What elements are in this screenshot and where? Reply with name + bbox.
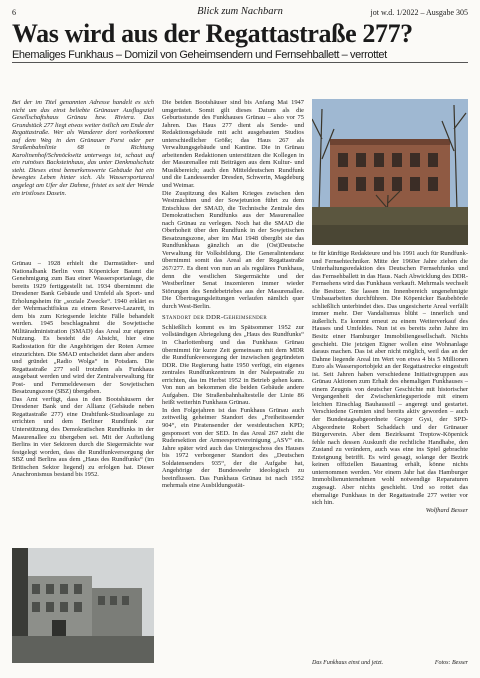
section-subhead: Standort der DDR-Geheimsender (162, 314, 268, 322)
paragraph: Grünau – 1928 erhielt die Darmstädter- und Nationalbank Berlin vom Köpenicker Baumt die Genehmigung zum Bau einer Wassersportanlage, die bereits 1929 fertiggestellt ist. 1934 übernimmt die Dresdener Bank Gebäude und Umfeld als Sport- und Erholungsheim für „soziale Zwecke“. 1940 erklärt es der Wehrmachtfiskus zu einem Reserve-Lazarett, in dem bis zum Kriegsende leichte Fälle behandelt werden. 1945 beschlagnahmt die Sowjetische Militäradministration (SMAD) das Areal zur eigenen Nutzung. Es besteht die Absicht, hier eine Radiostation für die Angehörigen der Roten Armee einzurichten. Die SMAD entscheidet dann aber anders und gründet „Radio Wolga“ in Potsdam. Die Regattastraße 277 soll trotzdem als Funkhaus ausgebaut werden und wird der Zentralverwaltung für Post- und Fernmeldewesen der Sowjetischen Besatzungszone (SBZ) übergeben. (12, 260, 154, 396)
paragraph: Das Amt verfügt, dass in den Bootshäusern der Dresdener Bank und der Allianz (Gebäude neben Regattastraße 277) eine Drahtfunk-Studioanlage zu errichten und dem Berliner Rundfunk zur Unterstützung des Demokratischen Rundfunks in der Masurenallee zu übergeben sei. Mit der Aufteilung Berlins in vier Sektoren durch die Siegermächte war festgelegt worden, dass die Rundfunkversorgung der SBZ und Berlins aus dem „Haus des Rundfunks“ (im Britischen Sektor liegend) zu erfolgen hat. Dieser Anachronismus bestand bis 1952. (12, 395, 154, 479)
article-title: Was wird aus der Regattastraße 277? (12, 19, 413, 48)
paragraph: Schließlich kommt es im Spätsommer 1952 zur vollständigen Abriegelung des „Haus des Rundfunks“ in Charlottenburg und das Funkhaus Grünau übernimmt für kurze Zeit gemeinsam mit dem MDR die Rundfunkversorgung der inzwischen gegründeten DDR. Die Regierung hatte 1950 verfügt, ein eigenes zentrales Rundfunkzentrum in der Nalepastraße zu errichten, das im Herbst 1952 in Betrieb gehen kann. Von nun an bekommen die beiden Gebäude andere Aufgaben. Die Straßenbahnhaltestelle der Linie 86 heißt weiterhin Funkhaus Grünau. (162, 323, 304, 407)
page-header (12, 6, 468, 20)
photo-credit: Fotos: Besser (434, 660, 468, 666)
article-subtitle: Ehemaliges Funkhaus – Domizil von Geheimsendern und Fernsehballett – verrottet (12, 49, 387, 61)
paragraph: In den Folgejahren ist das Funkhaus Grünau auch zeitweilig geheimer Standort des „Freiheitssender 904“, ein Piratensender der westdeutschen KPD; gesponsort von der SED. In das Areal 267 zieht die Rudersektion der Armeesportvereinigung „ASV“ ein. Jahre später wird auch das Untergeschoss des Hauses bis 1972 verborgener Standort des „Deutschen Soldatensenders 935“, der die Aufgabe hat, Angehörige der Bundeswehr ideologisch zu beeinflussen. Das Funkhaus Grünau ist nach 1952 mehrmals eine Ausbildungsstät- (162, 406, 304, 490)
paragraph: Die beiden Bootshäuser sind bis Anfang Mai 1947 umgerüstet. Somit gilt dieses Datum als die Geburtsstunde des Funkhauses Grünau – also vor 75 Jahren. Das Haus 277 dient als Sende- und Redaktionsgebäude mit acht ausgebauten Studios unterschiedlicher Größe; das Haus 267 als Verwaltungsgebäude und Kantine. Die in Grünau arbeitenden Redaktionen unterstützen die Kollegen in der Masurenallee mit Beiträgen aus dem Kultur- und Musikbereich; auch den Mitteldeutschen Rundfunk und die Landessender Dresden, Schwerin, Magdeburg und Weimar. (162, 99, 304, 190)
paragraph: Die Zuspitzung des Kalten Krieges zwischen den Westmächten und der Sowjetunion führt zu dem Entschluss der SMAD, die Technische Zentrale des Demokratischen Rundfunks aus der Masurenallee nach Grünau zu verlegen. Noch hat die SMAD die Oberhoheit über den Rundfunk in der Sowjetischen Besatzungszone, aber im Mai 1948 übergibt sie das Rundfunkhaus gänzlich an die (Ost)Deutsche Verwaltung für Volksbildung. Die Generalintendanz übernimmt somit das Areal an der Regattastraße 267/277. Es dient von nun an als reguläres Funkhaus, denn die westlichen Siegermächte und der Westberliner Senat inszenieren immer wieder Störungen des Sendebetriebes aus der Masurenallee. Die Übertragungsleitungen verlaufen nämlich quer durch West-Berlin. (162, 189, 304, 310)
issue-label: jot w.d. 1/2022 – Ausgabe 305 (370, 8, 468, 17)
photo-caption (312, 660, 468, 666)
photo-funkhaus-historic (12, 548, 154, 663)
column-1 (12, 260, 154, 479)
header-rule (12, 62, 468, 63)
section-title: Blick zum Nachbarn (197, 6, 283, 17)
photo-funkhaus-current (312, 99, 468, 245)
column-3 (312, 250, 468, 514)
caption-text: Das Funkhaus einst und jetzt. (312, 660, 384, 666)
column-2 (162, 99, 304, 490)
historic-building-image (12, 548, 154, 663)
page-number: 6 (12, 8, 16, 17)
article-lead: Bei der im Titel genannten Adresse handelt es sich nicht um das einst beliebte Grünauer Ausflugsziel Gesellschaftshaus Grünau bzw. Riviera. Das Grundstück 277 liegt etwas weiter östlich am Ende der Regattastraße. Wer als Wanderer dort vorbeikommt auf dem Weg in den Grünauer Forst oder per Straßenbahnlinie 68 in Richtung Karolinenhof/Schmöckwitz unterwegs ist, schaut auf ein ruinöses Backsteinhaus, das unter Denkmalschutz steht. Dieses einst bemerkenswerte Gebäude hat ein bewegtes Leben hinter sich. Als Wassersportareal angelegt am Ufer der Dahme, fristet es seit der Wende ein tristloses Dasein. (12, 99, 154, 197)
author-name: Wolfhard Besser (425, 506, 468, 514)
current-building-image (312, 99, 468, 245)
paragraph: te für künftige Redakteure und bis 1991 auch für Rundfunk- und Fernsehtechniker. Mitte der 1960er Jahre ziehen die Unterhaltungsredaktion des Deutschen Fernsehfunks und das Fernsehballett in das Haus. Nach Abwicklung des DDR-Fernsehens wird das Funkhaus verkauft. Mehrmals wechselt die Besitzer. Sie lassen im Innenbereich ungenehmigte Umbauarbeiten durchführen. Die Köpenicker Baubehörde schließlich unterbindet dies. Das ungesicherte Areal verfällt immer mehr. Der Vandalismus blüht – innerlich und äußerlich. Es kommt erneut zu einem Weiterverkauf des Hauses und Umfeldes. Nun ist es bereits zehn Jahre im Besitz einer Hamburger Immobiliengesellschaft. Nichts geschieht. Die jetzigen Eigner wollen eine Wohnanlage daraus machen. Das ist aber nicht möglich, weil das an der Dahme liegende Areal im Wert von etwa 4 bis 5 Millionen Euro als Wassersportobjekt an der Regattastrecke eingestuft ist. Seit Jahren haben verschiedene Initiativgruppen aus Grünau Aktionen zum Erhalt des ehemaligen Funkhauses – einem Zeugnis von deutscher Geschichte mit historischer Vergangenheit der Zwischenkriegsperiode mit einem leichten Einschlag Bauhausstil – angeregt und gestartet. Verschiedene Gremien sind bereits aktiv geworden – auch der Bundestagsabgeordnete Gregor Gysi, der SPD-Abgeordnete Robert Schaddach und der Grünauer Bürgerverein. Aber dem Bezirksamt Treptow-Köpenick fehle nach dessen Auskunft die rechtliche Handhabe, den Zustand zu verändern, auch was eine ins Spiel gebrachte Enteignung betrifft. Es wird gesagt, solange der Bezirk keinen offiziellen Bauantrag erhält, könne nichts unternommen werden. Vor einem Jahr hat das Hamburger Immobilienunternehmen wohl notwendige Reparaturen zugesagt. Aber nichts geschieht. Und so rottet das ehemalige Funkhaus in der Regattastraße 277 weiter vor sich hin. (312, 250, 468, 507)
